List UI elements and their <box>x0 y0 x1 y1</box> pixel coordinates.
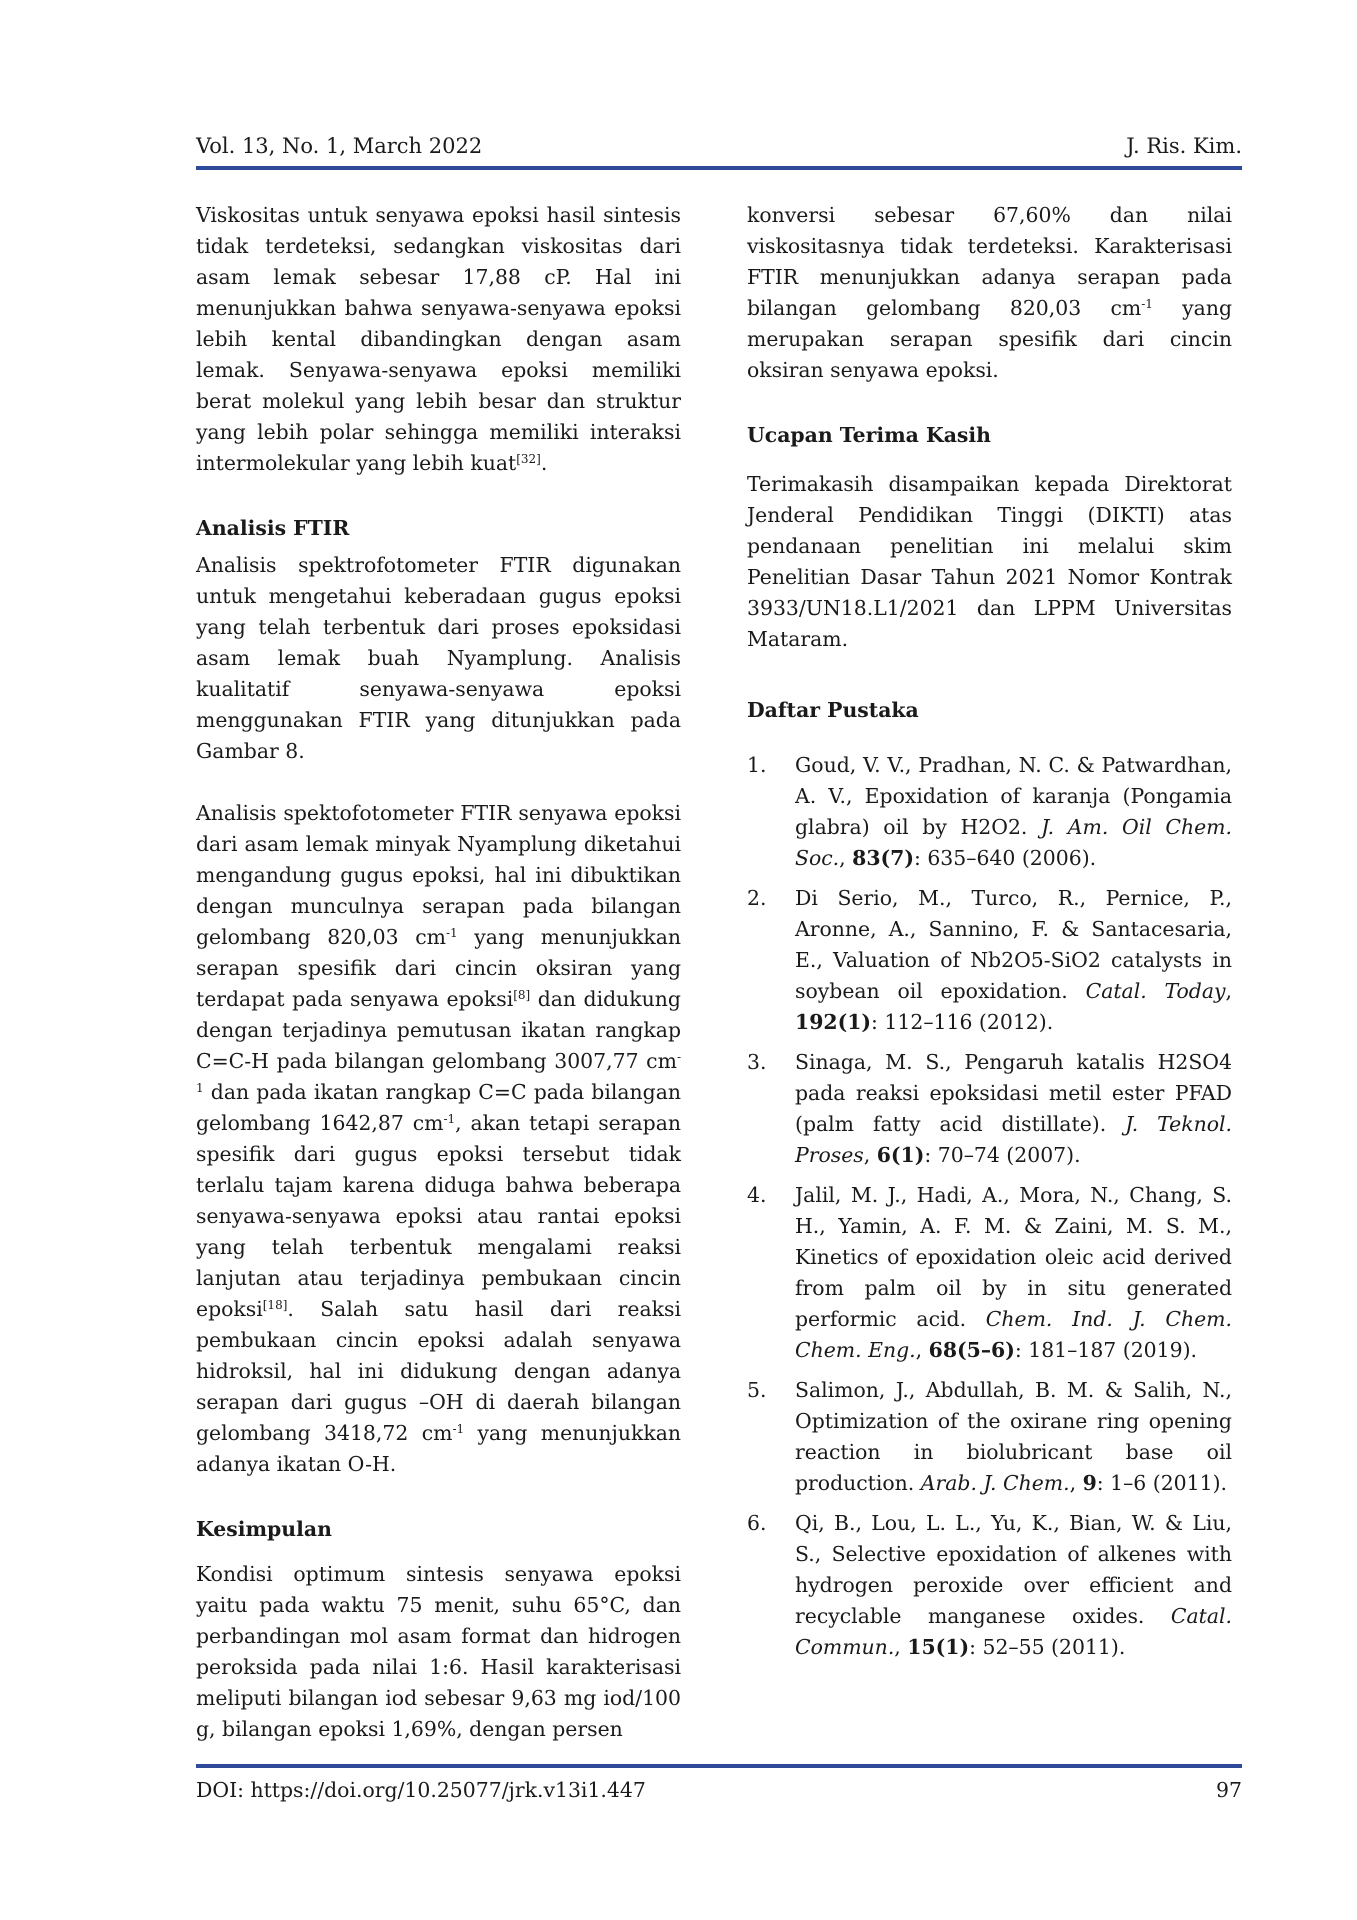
reference-text: Goud, V. V., Pradhan, N. C. & Patwardhan, A. V., Epoxidation of karanja (Pongamia glabra) oil by H2O2. J. Am. Oil Chem. Soc., 83(7): 635–640 (2006). <box>795 753 1233 870</box>
reference-text: Salimon, J., Abdullah, B. M. & Salih, N., Optimization of the oxirane ring opening reaction in biolubricant base oil production. Arab. J. Chem., 9: 1–6 (2011). <box>795 1378 1232 1495</box>
reference-text: Jalil, M. J., Hadi, A., Mora, N., Chang, S. H., Yamin, A. F. M. & Zaini, M. S. M., Kinetics of epoxidation oleic acid derived from palm oil by in situ generated performic acid. Chem. Ind. J. Chem. Chem. Eng., 68(5–6): 181–187 (2019). <box>795 1183 1232 1362</box>
reference-journal: Catal. Today <box>1085 979 1226 1003</box>
reference-journal: J. Teknol. Proses <box>795 1112 1232 1167</box>
page-footer <box>196 1776 1242 1804</box>
section-heading-ucapan: Ucapan Terima Kasih <box>747 423 991 447</box>
reference-number: 3. <box>747 1050 767 1074</box>
reference-item <box>747 1508 1232 1663</box>
page-number: 97 <box>1216 1778 1242 1802</box>
doi-link[interactable]: DOI: https://doi.org/10.25077/jrk.v13i1.447 <box>196 1778 646 1802</box>
conclusion-continued-paragraph: konversi sebesar 67,60% dan nilai viskositasnya tidak terdeteksi. Karakterisasi FTIR menunjukkan adanya serapan pada bilangan gelombang 820,03 $cm^{-1}$ yang merupakan serapan spesifik dari cincin oksiran senyawa epoksi. <box>747 203 1233 382</box>
citation-32: [32] <box>516 452 541 466</box>
reference-text: Sinaga, M. S., Pengaruh katalis H2SO4 pada reaksi epoksidasi metil ester PFAD (palm fatty acid distillate). J. Teknol. Proses, 6(1): 70–74 (2007). <box>795 1050 1232 1167</box>
reference-item <box>747 883 1232 1038</box>
reference-volume: 68(5–6) <box>928 1338 1015 1362</box>
section-heading-kesimpulan: Kesimpulan <box>196 1517 332 1541</box>
reference-list <box>747 750 1232 1663</box>
reference-journal: Chem. Ind. J. Chem. Chem. Eng. <box>795 1307 1232 1362</box>
reference-volume: 9 <box>1082 1471 1097 1495</box>
ftir-analysis-paragraph: Analisis spektofotometer FTIR senyawa epoksi dari asam lemak minyak Nyamplung diketahui mengandung gugus epoksi, hal ini dibuktikan dengan munculnya serapan pada bilangan gelombang 820,03 $cm^{-1}$ yang menunjukkan serapan spesifik dari cincin oksiran yang terdapat pada senyawa epoksi[8] dan didukung dengan terjadinya pemutusan ikatan rangkap C=C-H pada bilangan gelombang 3007,77 $cm^{-1}$ dan pada ikatan rangkap C=C pada bilangan gelombang 1642,87 $cm^{-1}$, akan tetapi serapan spesifik dari gugus epoksi tersebut tidak terlalu tajam karena diduga bahwa beberapa senyawa-senyawa epoksi atau rantai epoksi yang telah terbentuk mengalami reaksi lanjutan atau terjadinya pembukaan cincin epoksi[18]. Salah satu hasil dari reaksi pembukaan cincin epoksi adalah senyawa hidroksil, hal ini didukung dengan adanya serapan dari gugus –OH di daerah bilangan gelombang 3418,72 $cm^{-1}$ yang menunjukkan adanya ikatan O-H. <box>196 801 681 1476</box>
reference-number: 2. <box>747 886 767 910</box>
section-heading-ftir: Analisis FTIR <box>196 516 350 540</box>
reference-volume: 192(1) <box>795 1010 872 1034</box>
viscosity-paragraph: Viskositas untuk senyawa epoksi hasil sintesis tidak terdeteksi, sedangkan viskositas dari asam lemak sebesar 17,88 cP. Hal ini menunjukkan bahwa senyawa-senyawa epoksi lebih kental dibandingkan dengan asam lemak. Senyawa-senyawa epoksi memiliki berat molekul yang lebih besar dan struktur yang lebih polar sehingga memiliki interaksi intermolekular yang lebih kuat[32]. <box>196 203 681 475</box>
reference-journal: Catal. Commun. <box>795 1604 1232 1659</box>
journal-abbrev: J. Ris. Kim. <box>1126 134 1242 158</box>
acknowledgment-paragraph: Terimakasih disampaikan kepada Direktorat Jenderal Pendidikan Tinggi (DIKTI) atas pendanaan penelitian ini melalui skim Penelitian Dasar Tahun 2021 Nomor Kontrak 3933/UN18.L1/2021 dan LPPM Universitas Mataram. <box>747 472 1232 651</box>
reference-number: 4. <box>747 1183 767 1207</box>
reference-volume: 15(1) <box>907 1635 970 1659</box>
reference-item <box>747 1375 1232 1499</box>
left-column <box>196 200 681 1745</box>
reference-number: 1. <box>747 753 767 777</box>
right-column <box>747 200 1232 1672</box>
header-rule <box>196 166 1242 170</box>
citation-8: [8] <box>513 988 531 1002</box>
section-heading-daftar-pustaka: Daftar Pustaka <box>747 698 919 722</box>
reference-item <box>747 1180 1232 1366</box>
citation-18: [18] <box>262 1298 288 1312</box>
reference-item <box>747 1047 1232 1171</box>
ftir-intro-paragraph: Analisis spektrofotometer FTIR digunakan untuk mengetahui keberadaan gugus epoksi yang telah terbentuk dari proses epoksidasi asam lemak buah Nyamplung. Analisis kualitatif senyawa-senyawa epoksi menggunakan FTIR yang ditunjukkan pada Gambar 8. <box>196 553 681 763</box>
volume-info: Vol. 13, No. 1, March 2022 <box>196 134 483 158</box>
conclusion-paragraph: Kondisi optimum sintesis senyawa epoksi yaitu pada waktu 75 menit, suhu 65°C, dan perbandingan mol asam format dan hidrogen peroksida pada nilai 1:6. Hasil karakterisasi meliputi bilangan iod sebesar 9,63 mg iod/100 g, bilangan epoksi 1,69%, dengan persen <box>196 1562 681 1741</box>
reference-journal: J. Am. Oil Chem. Soc. <box>795 815 1233 870</box>
reference-text: Qi, B., Lou, L. L., Yu, K., Bian, W. & Liu, S., Selective epoxidation of alkenes with hydrogen peroxide over efficient and recyclable manganese oxides. Catal. Commun., 15(1): 52–55 (2011). <box>795 1511 1232 1659</box>
reference-item <box>747 750 1232 874</box>
reference-journal: Arab. J. Chem. <box>920 1471 1070 1495</box>
reference-text: Di Serio, M., Turco, R., Pernice, P., Aronne, A., Sannino, F. & Santacesaria, E., Valuation of Nb2O5-SiO2 catalysts in soybean oil epoxidation. Catal. Today, 192(1): 112–116 (2012). <box>795 886 1232 1034</box>
reference-volume: 6(1) <box>876 1143 925 1167</box>
reference-number: 6. <box>747 1511 767 1535</box>
reference-volume: 83(7) <box>852 846 914 870</box>
reference-number: 5. <box>747 1378 767 1402</box>
page-header <box>196 132 1242 160</box>
footer-rule <box>196 1764 1242 1768</box>
